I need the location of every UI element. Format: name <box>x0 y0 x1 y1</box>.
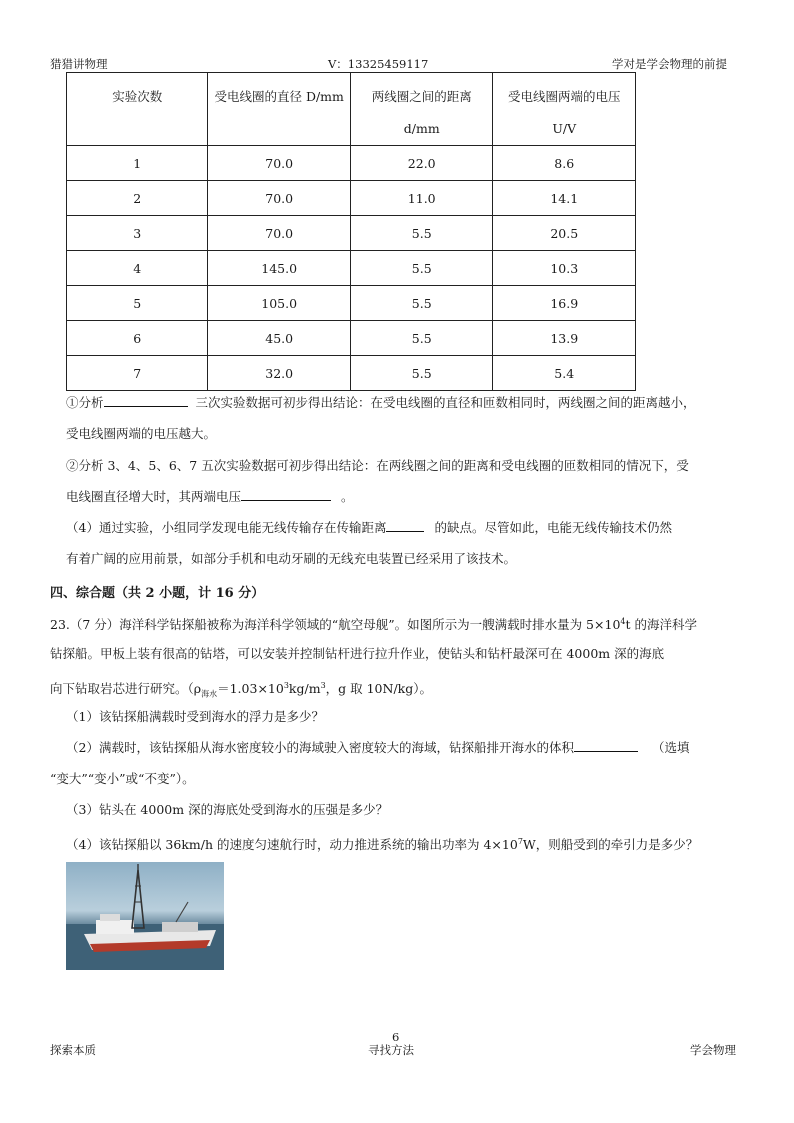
table-cell: 16.9 <box>493 286 636 321</box>
table-cell: 5 <box>67 286 208 321</box>
question-4: （4）通过实验，小组同学发现电能无线传输存在传输距离 的缺点。尽管如此，电能无线传输技术仍然 <box>66 520 672 535</box>
analysis-1-cont: 受电线圈两端的电压越大。 <box>66 426 217 441</box>
q23-part-2-cont: “变大”“变小”或“不变”）。 <box>50 771 195 786</box>
table-row <box>67 146 636 181</box>
table-cell: 22.0 <box>350 146 493 181</box>
section-heading: 四、综合题（共 2 小题，计 16 分） <box>50 586 265 601</box>
header-cell: 受电线圈的直径 D/mm <box>208 73 351 146</box>
question-4-cont: 有着广阔的应用前景，如部分手机和电动牙刷的无线充电装置已经采用了该技术。 <box>66 551 517 566</box>
table-row <box>67 251 636 286</box>
table-cell: 1 <box>67 146 208 181</box>
table-cell: 5.5 <box>350 356 493 391</box>
footer-center: 寻找方法 <box>368 1043 414 1057</box>
experiment-table <box>66 72 636 391</box>
q23-part-1: （1）该钻探船满载时受到海水的浮力是多少？ <box>66 709 324 724</box>
table-cell: 5.4 <box>493 356 636 391</box>
header-cell: 两线圈之间的距离 d/mm <box>350 73 493 146</box>
q23-line-1: 23.（7 分）海洋科学钻探船被称为海洋科学领域的“航空母舰”。如图所示为一艘满载时排水量为 $5\times 10^4t$ 的海洋科学 <box>50 617 697 633</box>
table-cell: 3 <box>67 216 208 251</box>
table-header-row <box>67 73 636 146</box>
table-row <box>67 286 636 321</box>
table-row <box>67 356 636 391</box>
answer-blank[interactable] <box>574 739 638 752</box>
analysis-2: ②分析 3、4、5、6、7 五次实验数据可初步得出结论：在两线圈之间的距离和受电线圈的匝数相同的情况下，受 <box>66 458 689 473</box>
footer-right: 学会物理 <box>690 1043 736 1057</box>
table-cell: 105.0 <box>208 286 351 321</box>
table-cell: 2 <box>67 181 208 216</box>
table-cell: 20.5 <box>493 216 636 251</box>
table-cell: 5.5 <box>350 286 493 321</box>
page-number: 6 <box>392 1030 400 1044</box>
q23-line-2: 钻探船。甲板上装有很高的钻塔，可以安装并控制钻杆进行拉升作业，使钻头和钻杆最深可在 4000m 深的海底 <box>50 646 665 661</box>
header-left: 猎猎讲物理 <box>50 57 108 71</box>
table-cell: 145.0 <box>208 251 351 286</box>
header-right: 学对是学会物理的前提 <box>612 57 727 71</box>
table-cell: 8.6 <box>493 146 636 181</box>
table-row <box>67 216 636 251</box>
table-cell: 7 <box>67 356 208 391</box>
table-cell: 70.0 <box>208 181 351 216</box>
table-cell: 70.0 <box>208 146 351 181</box>
footer-left: 探索本质 <box>50 1043 96 1057</box>
drilling-ship-image <box>66 862 224 970</box>
analysis-2-cont: 电线圈直径增大时，其两端电压 。 <box>66 489 354 504</box>
header-cell: 实验次数 <box>67 73 208 146</box>
q23-part-3: （3）钻头在 4000m 深的海底处受到海水的压强是多少？ <box>66 802 389 817</box>
table-cell: 13.9 <box>493 321 636 356</box>
table-cell: 5.5 <box>350 216 493 251</box>
table-cell: 70.0 <box>208 216 351 251</box>
header-center: V：13325459117 <box>328 57 429 71</box>
table-cell: 11.0 <box>350 181 493 216</box>
analysis-1: ①分析 三次实验数据可初步得出结论：在受电线圈的直径和匝数相同时，两线圈之间的距离越小， <box>66 395 696 410</box>
drilling-ship-illustration <box>66 862 224 970</box>
table-cell: 32.0 <box>208 356 351 391</box>
header-cell: 受电线圈两端的电压 U/V <box>493 73 636 146</box>
answer-blank[interactable] <box>241 488 331 501</box>
answer-blank[interactable] <box>386 519 424 532</box>
table-cell: 10.3 <box>493 251 636 286</box>
q23-part-2: （2）满载时，该钻探船从海水密度较小的海域驶入密度较大的海域，钻探船排开海水的体积 （选填 <box>66 740 690 755</box>
table-row <box>67 181 636 216</box>
q23-part-4: （4）该钻探船以 36km/h 的速度匀速航行时，动力推进系统的输出功率为 $4\times 10^7W$，则船受到的牵引力是多少？ <box>66 837 699 853</box>
table-cell: 5.5 <box>350 321 493 356</box>
table-cell: 45.0 <box>208 321 351 356</box>
table-row <box>67 321 636 356</box>
table-cell: 4 <box>67 251 208 286</box>
q23-line-3: 向下钻取岩芯进行研究。（$\rho_{海水}=1.03\times 10^3kg/m^3$，g 取 10N/kg）。 <box>50 681 432 699</box>
table-cell: 14.1 <box>493 181 636 216</box>
answer-blank[interactable] <box>104 394 188 407</box>
table-cell: 6 <box>67 321 208 356</box>
table-cell: 5.5 <box>350 251 493 286</box>
